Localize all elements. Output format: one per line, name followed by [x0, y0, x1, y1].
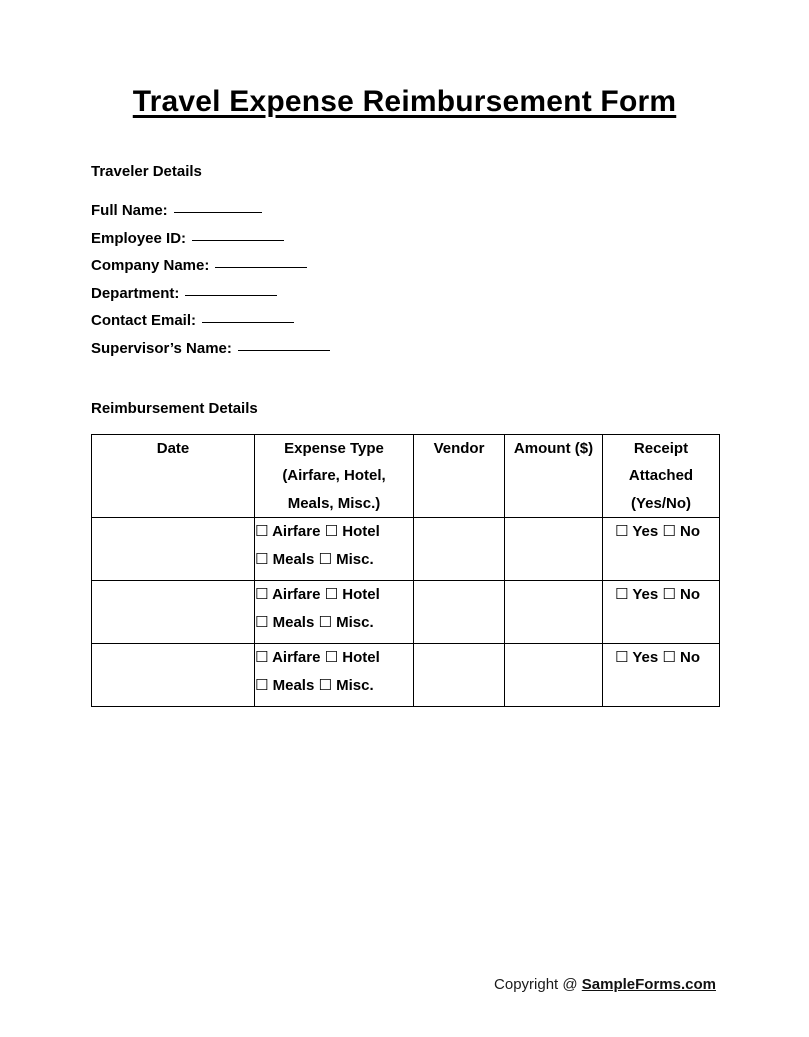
cell-receipt-2: [603, 581, 720, 644]
checkbox-icon: ☐: [255, 675, 269, 694]
page-title-text: Travel Expense Reimbursement Form: [132, 85, 677, 118]
field-supervisor-name-label: Supervisor’s Name:: [91, 339, 232, 357]
column-header-expense-type-line2: (Airfare, Hotel,: [282, 467, 386, 485]
checkbox-hotel-2[interactable]: [325, 586, 380, 603]
checkbox-misc-1-label: Misc.: [336, 550, 374, 568]
checkbox-icon: ☐: [324, 585, 339, 604]
checkbox-icon: ☐: [615, 585, 629, 604]
field-company-name-label: Company Name:: [91, 257, 210, 275]
column-header-vendor-line1: Vendor: [433, 439, 485, 457]
checkbox-icon: ☐: [318, 675, 332, 694]
checkbox-receipt-no-3[interactable]: [662, 649, 700, 666]
cell-receipt-3: [603, 644, 720, 707]
column-header-expense-type-line1: Expense Type: [284, 439, 384, 457]
checkbox-meals-1[interactable]: [255, 551, 314, 568]
checkbox-hotel-2-label: Hotel: [342, 586, 380, 604]
field-department-input[interactable]: [185, 295, 277, 296]
reimbursement-details-heading: Reimbursement Details: [91, 399, 258, 417]
column-header-receipt-line3: (Yes/No): [630, 494, 691, 512]
cell-expense-type-2: [255, 581, 414, 644]
checkbox-receipt-no-2[interactable]: [662, 586, 700, 603]
checkbox-icon: ☐: [255, 612, 269, 631]
field-employee-id-label: Employee ID:: [91, 229, 187, 247]
cell-date-2[interactable]: [92, 581, 255, 644]
checkbox-icon: ☐: [662, 648, 676, 667]
checkbox-meals-3-label: Meals: [272, 676, 315, 694]
checkbox-misc-3-label: Misc.: [336, 676, 374, 694]
cell-date-1[interactable]: [92, 518, 255, 581]
table-row: [92, 644, 720, 707]
column-header-date-line1: Date: [156, 439, 190, 457]
column-header-amount: [505, 434, 603, 518]
checkbox-receipt-yes-3-label: Yes: [632, 649, 659, 667]
cell-vendor-3[interactable]: [414, 644, 505, 707]
column-header-vendor: [414, 434, 505, 518]
checkbox-receipt-yes-3[interactable]: [615, 649, 658, 666]
column-header-expense-type: [255, 434, 414, 518]
checkbox-icon: ☐: [255, 648, 269, 667]
column-header-receipt-attached: [603, 434, 720, 518]
checkbox-meals-2-label: Meals: [272, 613, 315, 631]
table-row: [92, 581, 720, 644]
footer-link[interactable]: SampleForms.com: [581, 976, 716, 993]
checkbox-receipt-yes-1[interactable]: [615, 523, 658, 540]
traveler-details-heading: Traveler Details: [91, 163, 202, 180]
checkbox-receipt-no-2-label: No: [680, 586, 701, 604]
checkbox-misc-2[interactable]: [319, 614, 374, 631]
checkbox-misc-1[interactable]: [319, 551, 374, 568]
traveler-fields: [91, 197, 718, 363]
column-header-receipt-line1: Receipt: [633, 439, 689, 457]
column-header-amount-line1: Amount ($): [513, 439, 594, 457]
cell-vendor-2[interactable]: [414, 581, 505, 644]
checkbox-icon: ☐: [255, 549, 269, 568]
checkbox-hotel-1[interactable]: [325, 523, 380, 540]
checkbox-icon: ☐: [255, 522, 269, 541]
checkbox-hotel-3[interactable]: [325, 649, 380, 666]
checkbox-icon: ☐: [255, 585, 269, 604]
checkbox-misc-2-label: Misc.: [336, 613, 374, 631]
checkbox-hotel-3-label: Hotel: [342, 649, 380, 667]
checkbox-icon: ☐: [318, 549, 332, 568]
checkbox-receipt-no-3-label: No: [680, 649, 701, 667]
checkbox-meals-3[interactable]: [255, 677, 314, 694]
checkbox-airfare-2[interactable]: [255, 586, 320, 603]
page-title: [91, 0, 718, 120]
expense-table: [91, 434, 720, 708]
cell-vendor-1[interactable]: [414, 518, 505, 581]
checkbox-airfare-2-label: Airfare: [272, 586, 321, 604]
table-header-row: [92, 434, 720, 518]
field-employee-id-input[interactable]: [192, 240, 284, 241]
field-company-name: [91, 252, 718, 280]
column-header-date: [92, 434, 255, 518]
checkbox-icon: ☐: [615, 522, 629, 541]
footer-copyright: Copyright @: [494, 976, 578, 993]
checkbox-airfare-1[interactable]: [255, 523, 320, 540]
checkbox-misc-3[interactable]: [319, 677, 374, 694]
field-employee-id: [91, 225, 718, 253]
cell-expense-type-3: [255, 644, 414, 707]
field-department-label: Department:: [91, 284, 180, 302]
checkbox-icon: ☐: [318, 612, 332, 631]
checkbox-airfare-1-label: Airfare: [272, 523, 321, 541]
checkbox-icon: ☐: [324, 522, 339, 541]
checkbox-receipt-yes-2-label: Yes: [632, 586, 659, 604]
cell-amount-2[interactable]: [505, 581, 603, 644]
field-supervisor-name-input[interactable]: [238, 350, 330, 351]
field-company-name-input[interactable]: [215, 267, 307, 268]
checkbox-icon: ☐: [324, 648, 339, 667]
checkbox-meals-1-label: Meals: [272, 550, 315, 568]
checkbox-receipt-no-1-label: No: [680, 523, 701, 541]
checkbox-airfare-3[interactable]: [255, 649, 320, 666]
cell-amount-3[interactable]: [505, 644, 603, 707]
checkbox-airfare-3-label: Airfare: [272, 649, 321, 667]
field-contact-email-input[interactable]: [202, 322, 294, 323]
checkbox-meals-2[interactable]: [255, 614, 314, 631]
checkbox-receipt-no-1[interactable]: [662, 523, 700, 540]
checkbox-icon: ☐: [662, 585, 676, 604]
cell-amount-1[interactable]: [505, 518, 603, 581]
checkbox-icon: ☐: [615, 648, 629, 667]
field-department: [91, 280, 718, 308]
checkbox-hotel-1-label: Hotel: [342, 523, 380, 541]
checkbox-receipt-yes-2[interactable]: [615, 586, 658, 603]
checkbox-icon: ☐: [662, 522, 676, 541]
cell-expense-type-1: [255, 518, 414, 581]
field-full-name-input[interactable]: [174, 212, 262, 213]
field-contact-email-label: Contact Email:: [91, 312, 197, 330]
field-supervisor-name: [91, 335, 718, 363]
field-full-name-label: Full Name:: [91, 202, 168, 219]
field-full-name: [91, 197, 718, 225]
cell-date-3[interactable]: [92, 644, 255, 707]
cell-receipt-1: [603, 518, 720, 581]
footer: [0, 976, 809, 993]
column-header-receipt-line2: Attached: [628, 467, 694, 485]
table-row: [92, 518, 720, 581]
checkbox-receipt-yes-1-label: Yes: [632, 523, 659, 541]
field-contact-email: [91, 307, 718, 335]
column-header-expense-type-line3: Meals, Misc.): [287, 494, 381, 512]
